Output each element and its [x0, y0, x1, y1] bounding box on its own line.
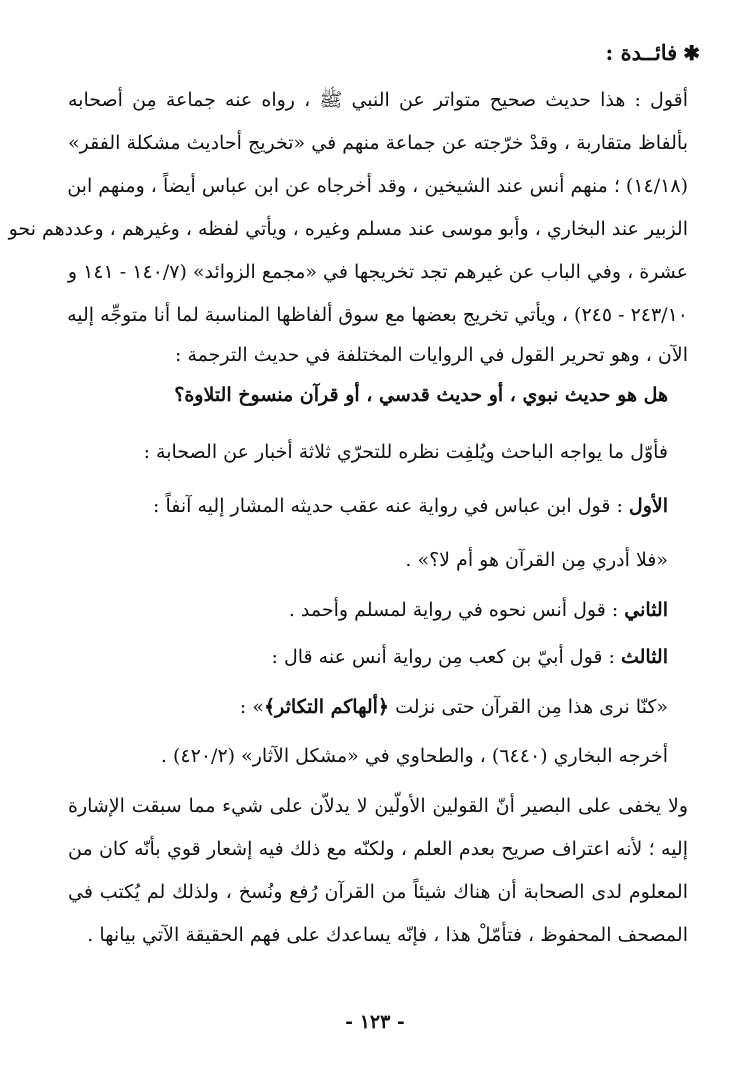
- paragraph1-line: الزبير عند البخاري ، وأبو موسى عند مسلم وغيره ، ويأتي لفظه ، وغيرهم ، وعددهم نحو: [8, 218, 688, 240]
- section-heading: [606, 38, 700, 68]
- paragraph1-line: أقول : هذا حديث صحيح متواتر عن النبي ﷺ ، رواه عنه جماعة مِن أصحابه: [68, 89, 688, 111]
- paragraph1-line: الآن ، وهو تحرير القول في الروايات المختلفة في حديث الترجمة :: [175, 344, 688, 366]
- third-report: [68, 643, 668, 671]
- third-text: : قول أبيّ بن كعب مِن رواية أنس عنه قال :: [271, 646, 621, 668]
- paragraph2-line: المصحف المحفوظ ، فتأمّلْ هذا ، فإنّه يساعدك على فهم الحقيقة الآتي بيانها .: [87, 924, 688, 946]
- second-text: : قول أنس نحوه في رواية لمسلم وأحمد .: [288, 599, 625, 621]
- third-quote-after: » :: [239, 696, 264, 718]
- question-heading: هل هو حديث نبوي ، أو حديث قدسي ، أو قرآن منسوخ التلاوة؟: [174, 384, 668, 406]
- paragraph2-line: إليه ؛ لأنه اعتراف صريح بعدم العلم ، ولكنّه مع ذلك فيه إشعار قوي بأنّه كان من: [68, 838, 688, 860]
- first-report: [68, 492, 668, 520]
- paragraph2-line: المعلوم لدى الصحابة أن هناك شيئاً من القرآن رُفع ونُسخ ، ولذلك لم يُكتب في: [68, 881, 688, 903]
- paragraph1-line: (١٤/١٨) ؛ منهم أنس عند الشيخين ، وقد أخرجاه عن ابن عباس أيضاً ، ومنهم ابن: [67, 175, 688, 197]
- paragraph1-line: ٢٤٣/١٠ - ٢٤٥) ، ويأتي تخريج بعضها مع سوق ألفاظها المناسبة لما أنا متوجِّه إليه: [67, 304, 688, 326]
- first-text: : قول ابن عباس في رواية عنه عقب حديثه المشار إليه آنفاً :: [153, 495, 629, 517]
- third-label: الثالث: [620, 646, 668, 668]
- paragraph2-line: ولا يخفى على البصير أنّ القولين الأولّين لا يدلاّن على شيء مما سبقت الإشارة: [68, 795, 688, 817]
- paragraph1-line: عشرة ، وفي الباب عن غيرهم تجد تخريجها في «مجمع الزوائد» (١٤٠/٧ - ١٤١ و: [67, 261, 688, 283]
- first-quote: «فلا أدري مِن القرآن هو أم لا؟» .: [405, 549, 668, 571]
- second-label: الثاني: [624, 599, 668, 621]
- quran-verse: ﴿ألهاكم التكاثر﴾: [264, 696, 390, 718]
- page-number: - ١٢٣ -: [345, 1011, 405, 1033]
- takhrij-line: أخرجه البخاري (٦٤٤٠) ، والطحاوي في «مشكل الآثار» (٤٢٠/٢) .: [160, 745, 668, 767]
- paragraph1-line: بألفاظ متقاربة ، وقدْ خرّجته عن جماعة منهم في «تخريج أحاديث مشكلة الفقر»: [68, 132, 688, 154]
- heading-title: فائــدة :: [605, 40, 678, 65]
- intro-line: فأوّل ما يواجه الباحث ويُلفِت نظره للتحرّي ثلاثة أخبار عن الصحابة :: [143, 441, 668, 463]
- third-quote-before: «كنّا نرى هذا مِن القرآن حتى نزلت: [389, 696, 668, 718]
- third-quote: [68, 693, 668, 721]
- first-label: الأول: [628, 495, 668, 517]
- asterisk-icon: ✱: [683, 41, 700, 65]
- second-report: [68, 596, 668, 624]
